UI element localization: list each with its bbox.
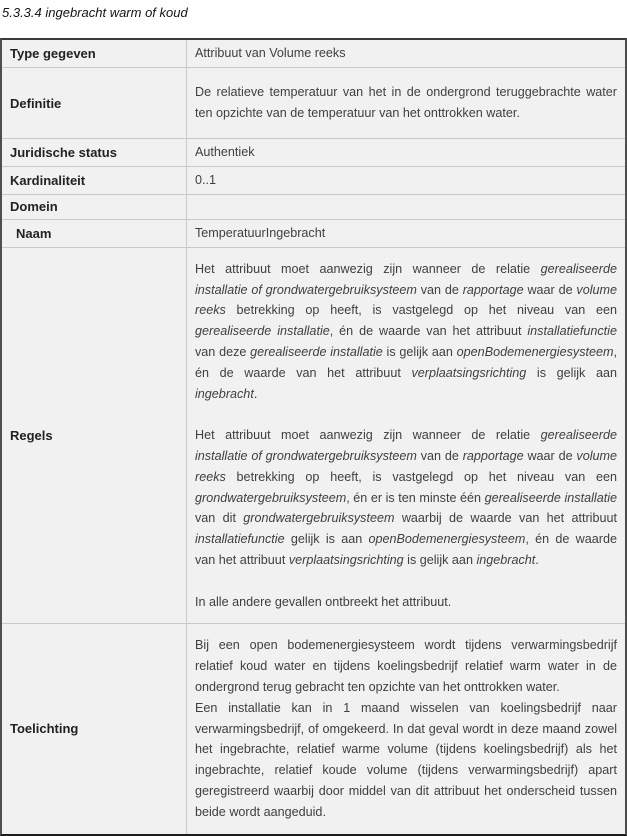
value-paragraph: Attribuut van Volume reeks — [195, 46, 346, 61]
table-row — [2, 623, 625, 833]
row-label: Juridische status — [2, 139, 187, 166]
row-value — [187, 167, 625, 194]
row-value — [187, 624, 625, 833]
row-value — [187, 40, 625, 67]
value-paragraph: 0..1 — [195, 173, 217, 187]
value-paragraph: Authentiek — [195, 145, 255, 160]
value-paragraph: Een installatie kan in 1 maand wisselen van koelingsbedrijf naar verwarmingsbedrijf, of omgekeerd. In dat geval wordt in deze maand zowel het ingebrachte, relatief warme volume (tijdens koelingsbedrijf) als het ingebrachte, relatief koude volume (tijdens verwarmingsbedrijf) apart geregistreerd waarbij door middel van dit attribuut het onderscheid tussen beide wordt aangeduid. — [195, 700, 617, 819]
value-paragraph: TemperatuurIngebracht — [195, 225, 326, 240]
row-label: Naam — [2, 220, 187, 247]
table-row — [2, 40, 625, 67]
value-paragraph: De relatieve temperatuur van het in de ondergrond teruggebrachte water ten opzichte van de temperatuur van het onttrokken water. — [195, 85, 617, 120]
value-paragraph: Het attribuut moet aanwezig zijn wanneer de relatie gerealiseerde installatie of grondwatergebruiksysteem van de rapportage waar de volume reeks betrekking op heeft, is vastgelegd op het niveau van een gerealiseerde installatie, én de waarde van het attribuut installatiefunctie van deze gerealiseerde installatie is gelijk aan openBodemenergiesysteem, én de waarde van het attribuut verplaatsingsrichting is gelijk aan ingebracht. — [195, 261, 618, 401]
attribute-table — [0, 38, 627, 836]
row-label: Regels — [2, 248, 187, 624]
table-row — [2, 219, 625, 247]
row-label: Domein — [2, 195, 187, 219]
table-row — [2, 194, 625, 219]
table-row — [2, 67, 625, 138]
row-label: Kardinaliteit — [2, 167, 187, 194]
row-label: Type gegeven — [2, 40, 187, 67]
value-paragraph: Het attribuut moet aanwezig zijn wanneer de relatie gerealiseerde installatie of grondwatergebruiksysteem van de rapportage waar de volume reeks betrekking op heeft, is vastgelegd op het niveau van een grondwatergebruiksysteem, én er is ten minste één gerealiseerde installatie van dit grondwatergebruiksysteem waarbij de waarde van het attribuut installatiefunctie gelijk is aan openBodemenergiesysteem, én de waarde van het attribuut verplaatsingsrichting is gelijk aan ingebracht. — [195, 428, 618, 567]
table-row — [2, 138, 625, 166]
value-paragraph: In alle andere gevallen ontbreekt het attribuut. — [195, 594, 452, 609]
row-label: Toelichting — [2, 624, 187, 833]
row-label: Definitie — [2, 68, 187, 138]
table-row — [2, 247, 625, 624]
table-row — [2, 166, 625, 194]
row-value — [187, 195, 625, 219]
row-value — [187, 68, 625, 138]
section-title: 5.3.3.4 ingebracht warm of koud — [2, 5, 188, 20]
row-value — [187, 220, 625, 247]
row-value — [187, 248, 625, 624]
value-paragraph: Bij een open bodemenergiesysteem wordt tijdens verwarmingsbedrijf relatief koud water en tijdens koelingsbedrijf relatief warm water in de ondergrond terug gebracht ten opzichte van het onttrokken water. — [195, 638, 617, 694]
row-value — [187, 139, 625, 166]
